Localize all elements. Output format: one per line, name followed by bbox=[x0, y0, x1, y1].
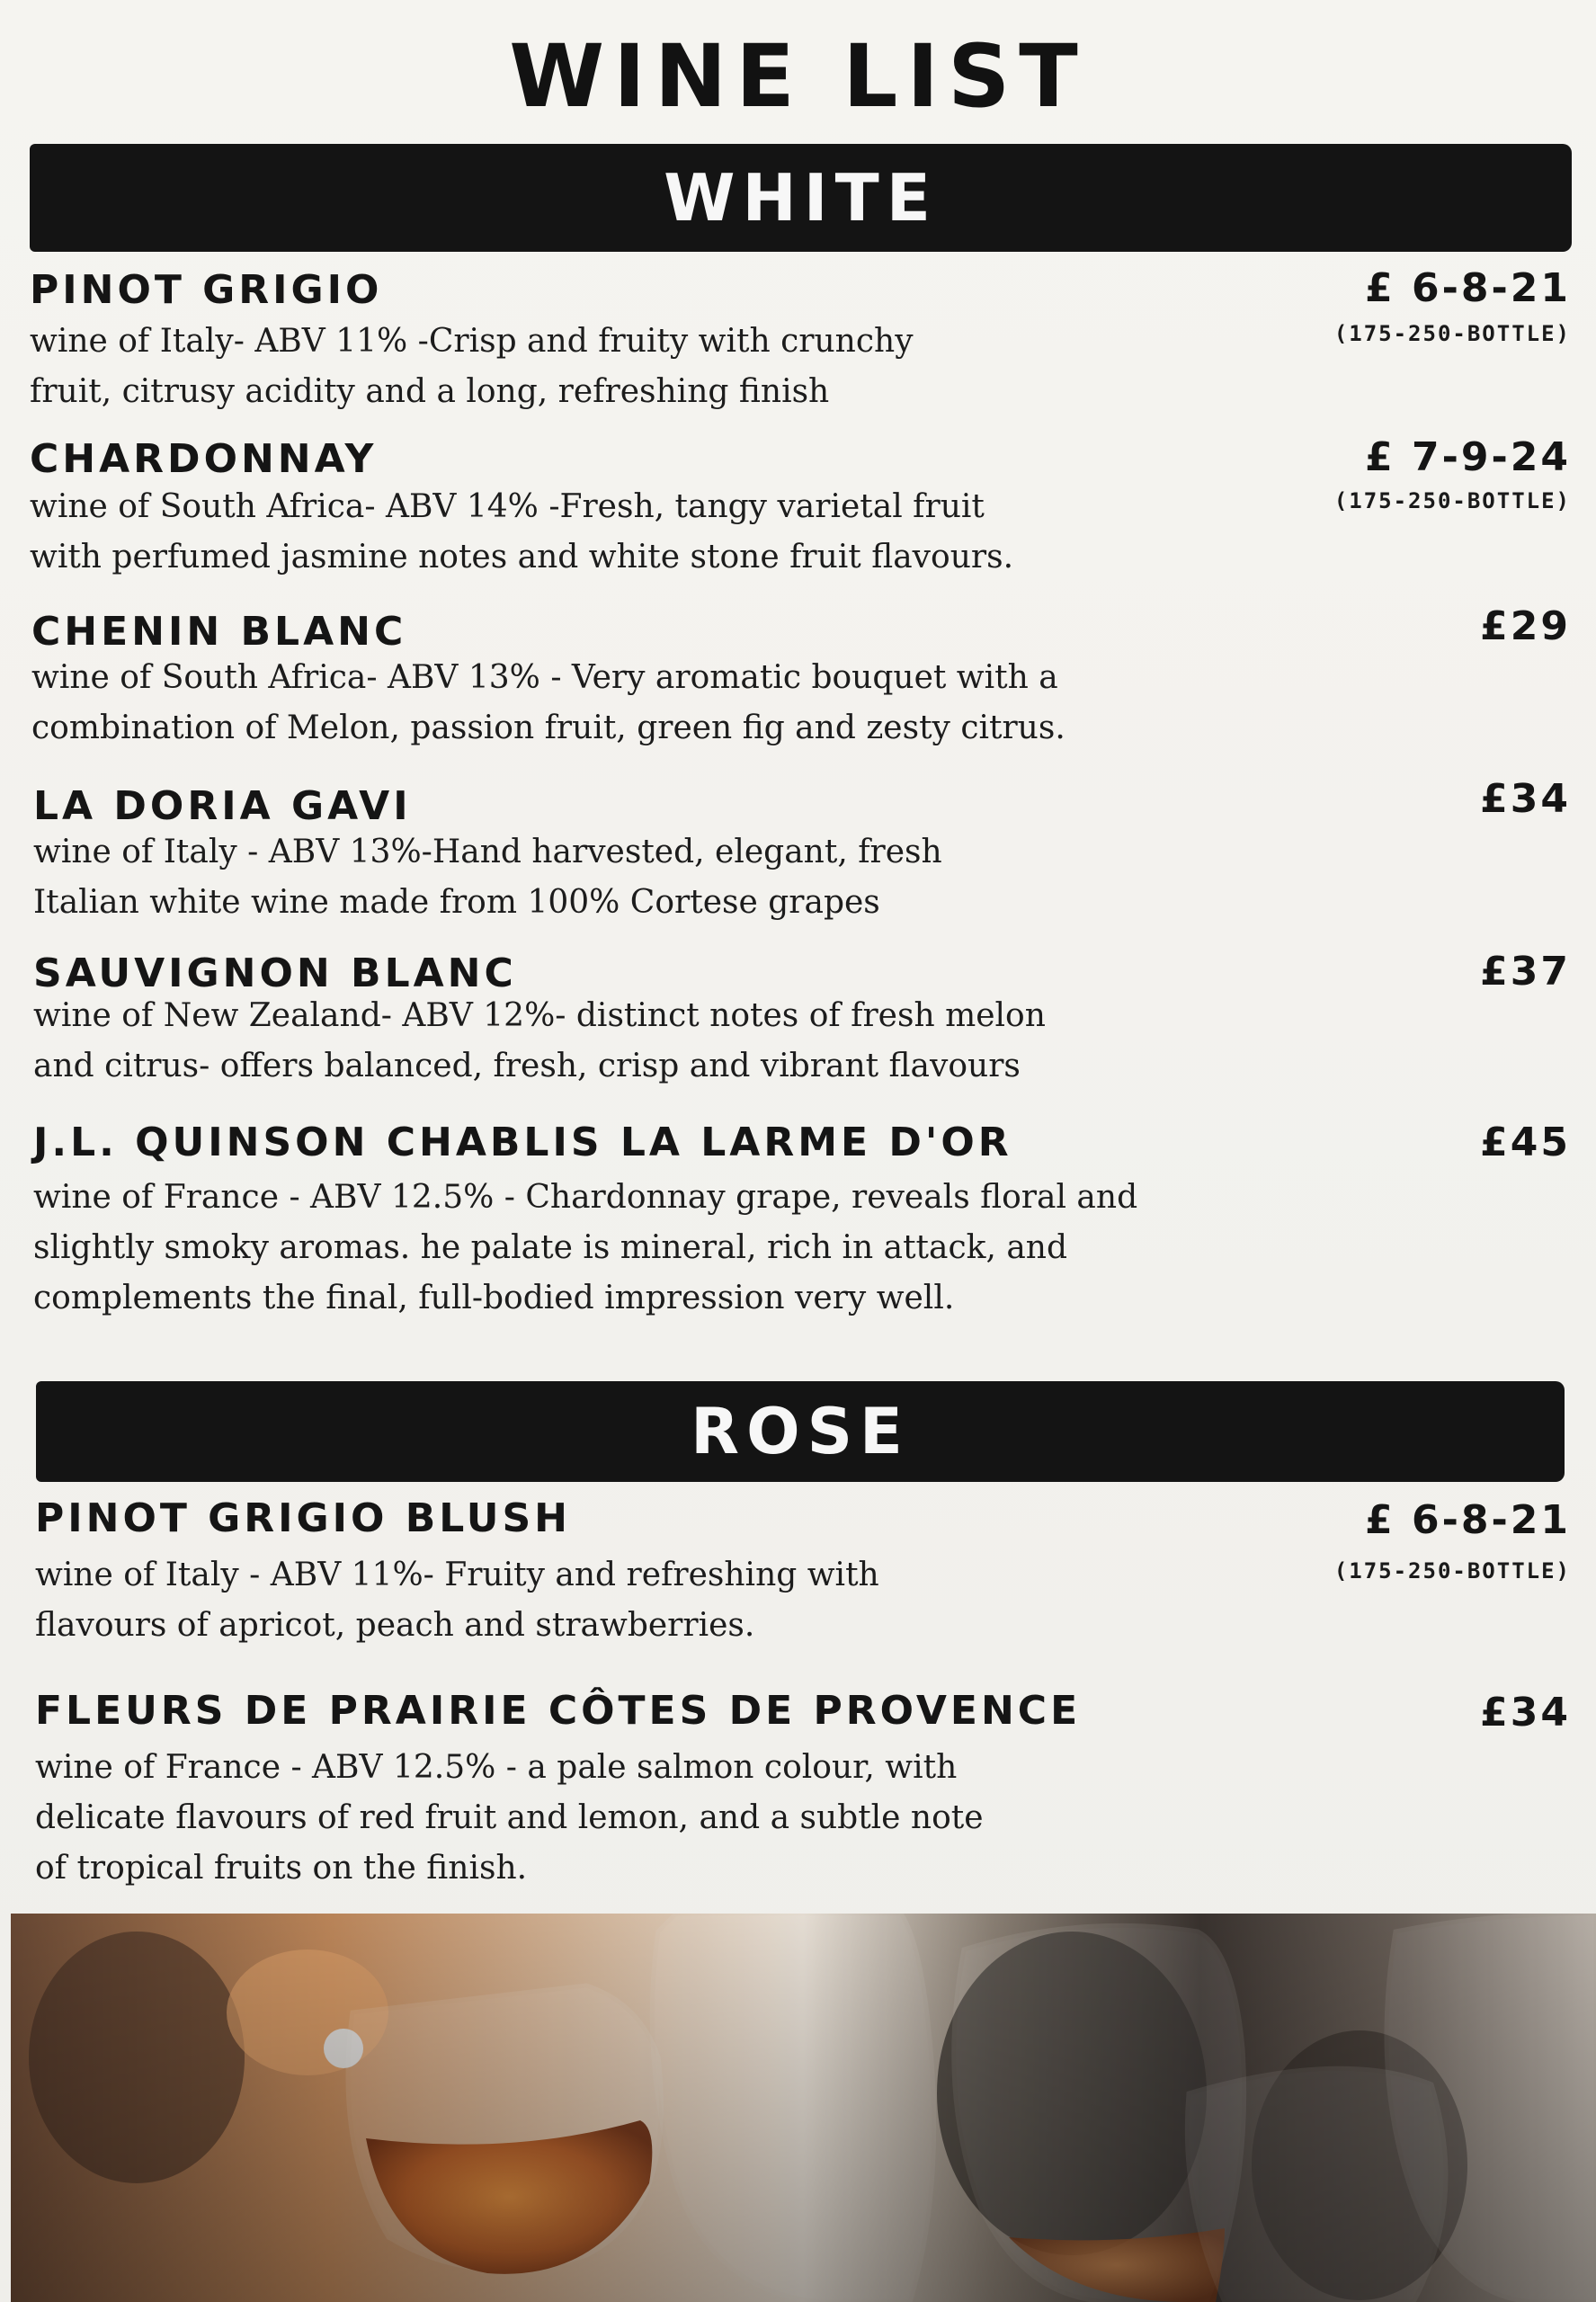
wine-description bbox=[35, 1550, 1132, 1651]
description-line: fruit, citrusy acidity and a long, refreshing finish bbox=[30, 373, 830, 410]
price-note: (175-250-BOTTLE) bbox=[1333, 488, 1571, 513]
section-heading-rose: ROSE bbox=[36, 1381, 1565, 1482]
description-line: with perfumed jasmine notes and white stone fruit flavours. bbox=[30, 539, 1014, 576]
wine-price: £34 bbox=[1480, 776, 1571, 822]
description-line: wine of Italy - ABV 13%-Hand harvested, elegant, fresh bbox=[33, 834, 942, 870]
wine-price: £ 6-8-21 bbox=[1365, 1497, 1571, 1543]
description-line: wine of France - ABV 12.5% - Chardonnay grape, reveals floral and bbox=[33, 1179, 1138, 1216]
wine-price: £ 7-9-24 bbox=[1365, 434, 1571, 480]
description-line: delicate flavours of red fruit and lemon, and a subtle note bbox=[35, 1799, 984, 1836]
wine-price: £29 bbox=[1480, 603, 1571, 649]
description-line: wine of South Africa- ABV 14% -Fresh, tangy varietal fruit bbox=[30, 488, 985, 525]
wine-price: £ 6-8-21 bbox=[1365, 265, 1571, 311]
wine-glasses-icon bbox=[11, 1914, 1596, 2302]
description-line: slightly smoky aromas. he palate is mineral, rich in attack, and bbox=[33, 1229, 1068, 1266]
description-line: combination of Melon, passion fruit, green fig and zesty citrus. bbox=[31, 709, 1065, 746]
description-line: flavours of apricot, peach and strawberries. bbox=[35, 1607, 755, 1644]
wine-description bbox=[33, 1173, 1138, 1324]
wine-name: CHENIN BLANC bbox=[31, 609, 407, 655]
description-line: wine of France - ABV 12.5% - a pale salmon colour, with bbox=[35, 1749, 958, 1786]
wine-name: LA DORIA GAVI bbox=[33, 783, 412, 829]
wine-description bbox=[33, 991, 1130, 1092]
wine-price: £37 bbox=[1480, 949, 1571, 995]
wine-name: CHARDONNAY bbox=[30, 436, 378, 482]
section-heading-white: WHITE bbox=[30, 144, 1572, 252]
wine-glasses-photo bbox=[11, 1914, 1596, 2302]
wine-name: PINOT GRIGIO BLUSH bbox=[35, 1495, 572, 1541]
wine-description bbox=[33, 827, 1130, 928]
price-note: (175-250-BOTTLE) bbox=[1333, 1558, 1571, 1584]
wine-name: FLEURS DE PRAIRIE CÔTES DE PROVENCE bbox=[35, 1688, 1082, 1734]
wine-description bbox=[31, 653, 1128, 754]
description-line: wine of New Zealand- ABV 12%- distinct notes of fresh melon bbox=[33, 997, 1046, 1034]
wine-description bbox=[35, 1743, 1132, 1894]
description-line: wine of Italy- ABV 11% -Crisp and fruity with crunchy bbox=[30, 323, 914, 360]
description-line: and citrus- offers balanced, fresh, crisp and vibrant flavours bbox=[33, 1048, 1021, 1084]
description-line: wine of South Africa- ABV 13% - Very aromatic bouquet with a bbox=[31, 659, 1058, 696]
description-line: Italian white wine made from 100% Cortese grapes bbox=[33, 884, 880, 921]
wine-description bbox=[30, 317, 1127, 417]
page-title: WINE LIST bbox=[509, 26, 1087, 127]
price-note: (175-250-BOTTLE) bbox=[1333, 321, 1571, 346]
wine-name: SAUVIGNON BLANC bbox=[33, 950, 517, 996]
wine-price: £45 bbox=[1480, 1120, 1571, 1165]
description-line: complements the final, full-bodied impression very well. bbox=[33, 1280, 955, 1316]
description-line: of tropical fruits on the finish. bbox=[35, 1850, 528, 1887]
wine-description bbox=[30, 482, 1127, 583]
description-line: wine of Italy - ABV 11%- Fruity and refreshing with bbox=[35, 1557, 879, 1593]
wine-price: £34 bbox=[1480, 1690, 1571, 1735]
wine-name: PINOT GRIGIO bbox=[30, 267, 383, 313]
wine-name: J.L. QUINSON CHABLIS LA LARME D'OR bbox=[33, 1120, 1012, 1165]
